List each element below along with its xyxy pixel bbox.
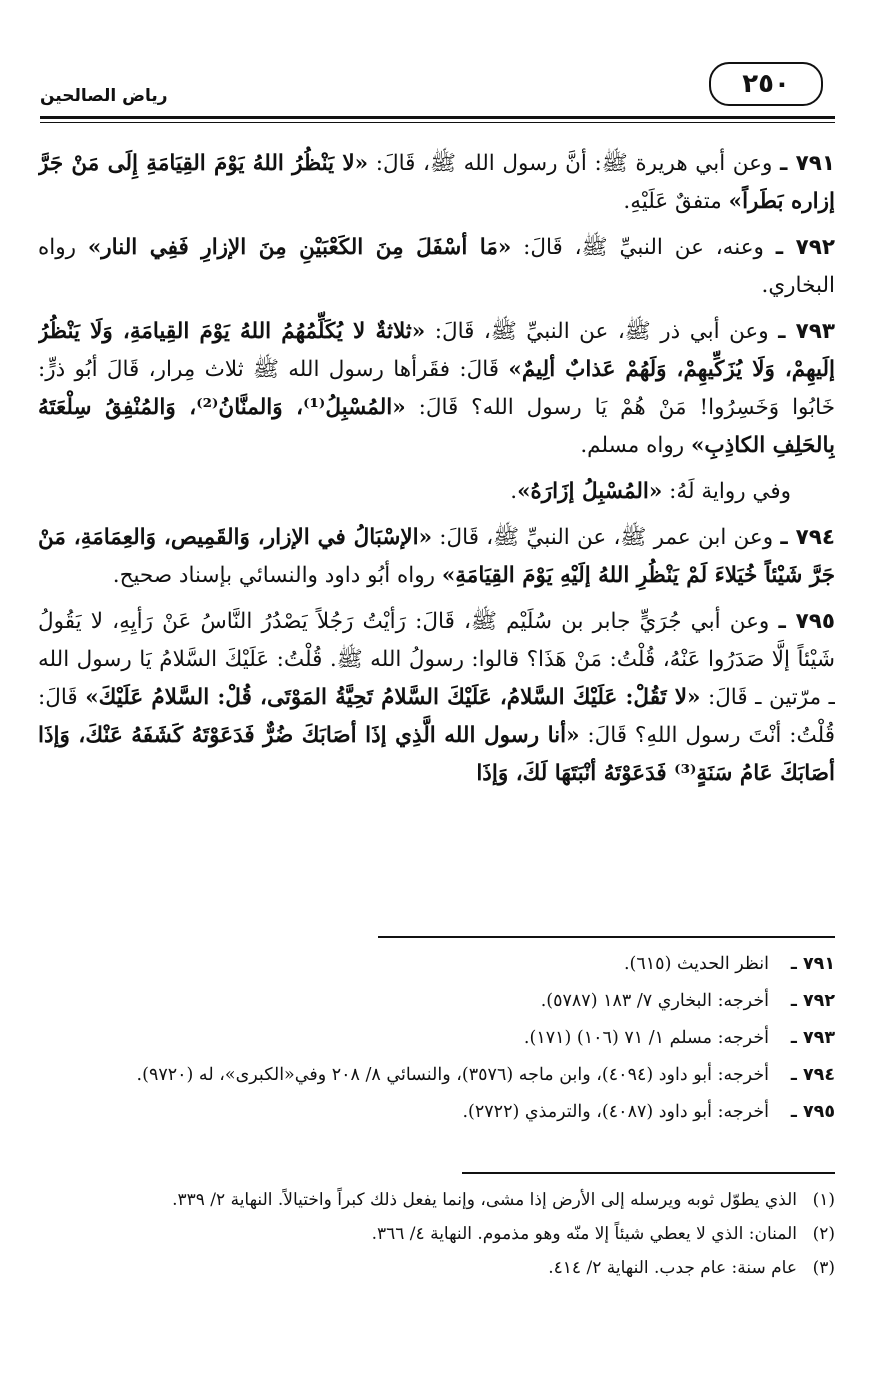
reference-item (38, 1059, 835, 1092)
hadith-text: رواه البخاري. (38, 235, 835, 298)
hadith-quote: «المُسْبِلُ⁽¹⁾، وَالمنَّانُ⁽²⁾، وَالمُنْفِقُ سِلْعَتَهُ بِالحَلِفِ الكاذِبِ» (38, 395, 835, 458)
reference-text: أخرجه: أبو داود (٤٠٩٤)، وابن ماجه (٣٥٧٦)، والنسائي ٨/ ٢٠٨ وفي«الكبرى»، له (٩٧٢٠). (136, 1065, 769, 1085)
reference-item (38, 1096, 835, 1129)
hadith-number: ٧٩٣ ـ (778, 319, 835, 344)
hadith-text-body (38, 145, 835, 920)
page-header (40, 62, 835, 124)
references-list (38, 948, 835, 1133)
footnotes-list (38, 1184, 835, 1286)
hadith-text: قَالَ: قُلْتُ: أنْتَ رسول اللهِ؟ قَالَ: (38, 685, 835, 748)
footnote-number: (١) (812, 1190, 835, 1210)
hadith-text: وفي رواية لَهُ: (662, 479, 791, 504)
hadith-number: ٧٩١ ـ (780, 151, 835, 176)
reference-item (38, 985, 835, 1018)
reference-number: ٧٩٤ ـ (790, 1065, 835, 1085)
reference-number: ٧٩٣ ـ (790, 1028, 835, 1048)
hadith-793 (38, 313, 835, 465)
hadith-quote: «لا يَنْظُرُ اللهُ يَوْمَ القِيَامَةِ إِلَى مَنْ جَرَّ إزاره بَطَراً» (38, 151, 835, 214)
hadith-text: رواه أبُو داود والنسائي بإسناد صحيح. (112, 563, 442, 588)
hadith-number: ٧٩٤ ـ (780, 525, 835, 550)
reference-number: ٧٩٥ ـ (790, 1102, 835, 1122)
hadith-quote: «المُسْبِلُ إزَارَهُ» (517, 479, 663, 504)
hadith-quote: «لا تَقُلْ: عَلَيْكَ السَّلامُ، عَلَيْكَ السَّلامُ تَحِيَّةُ المَوْتَى، قُلْ: السَّلامُ عَلَيْكَ» (85, 685, 701, 710)
footnote-text: الذي يطوّل ثوبه ويرسله إلى الأرض إذا مشى، وإنما يفعل ذلك كبراً واختيالاً. النهاية ٢/ ٣٣٩. (172, 1190, 797, 1210)
notes-separator (462, 1172, 835, 1174)
hadith-number: ٧٩٥ ـ (778, 609, 835, 634)
footnote-item (38, 1218, 835, 1250)
hadith-text: وعنه، عن النبيِّ ﷺ، قَالَ: (511, 235, 764, 260)
page-number: ٢٥٠ (709, 62, 823, 106)
reference-text: أخرجه: أبو داود (٤٠٨٧)، والترمذي (٢٧٢٢). (462, 1102, 769, 1122)
hadith-quote: «ثلاثةٌ لا يُكَلِّمُهُمُ اللهُ يَوْمَ القِيامَةِ، وَلَا يَنْظُرُ إلَيهِمْ، وَلَا يُزَكِّيهِمْ، وَلَهُمْ عَذابٌ ألِيمٌ» (38, 319, 835, 382)
hadith-text: وعن ابن عمر ﷺ، عن النبيِّ ﷺ، قَالَ: (432, 525, 774, 550)
references-separator (378, 936, 835, 938)
reference-number: ٧٩١ ـ (790, 954, 835, 974)
hadith-792 (38, 229, 835, 305)
footnote-number: (٢) (812, 1224, 835, 1244)
hadith-text: رواه مسلم. (580, 433, 691, 458)
hadith-text: قَالَ: فقَرأها رسول الله ﷺ ثلاث مِرار، قَالَ أبُو ذرٍّ: خَابُوا وَخَسِرُوا! مَنْ هُمْ يَا رسول الله؟ قَالَ: (38, 357, 835, 420)
hadith-quote: «مَا أسْفَلَ مِنَ الكَعْبَيْنِ مِنَ الإزارِ فَفِي النار» (87, 235, 512, 260)
header-rule (40, 116, 835, 119)
footnote-item (38, 1252, 835, 1284)
hadith-text: وعن أبي هريرة ﷺ: أنَّ رسول الله ﷺ، قَالَ: (368, 151, 773, 176)
footnote-number: (٣) (812, 1258, 835, 1278)
hadith-793-variant (38, 473, 835, 511)
book-title: رياض الصالحين (40, 86, 168, 106)
footnote-text: المنان: الذي لا يعطي شيئاً إلا منّه وهو مذموم. النهاية ٤/ ٣٦٦. (371, 1224, 797, 1244)
reference-text: أخرجه: البخاري ٧/ ١٨٣ (٥٧٨٧). (540, 991, 769, 1011)
footnote-text: عام سنة: عام جدب. النهاية ٢/ ٤١٤. (548, 1258, 797, 1278)
reference-text: أخرجه: مسلم ١/ ٧١ (١٠٦) (١٧١). (523, 1028, 769, 1048)
hadith-text: وعن أبي جُرَيٍّ جابر بن سُلَيْم ﷺ، قَالَ: رَأيْتُ رَجُلاً يَصْدُرُ النَّاسُ عَنْ رَأيِهِ، لا يَقُولُ شَيْئاً إلَّا صَدَرُوا عَنْهُ، قُلْتُ: مَنْ هَذَا؟ قالوا: رسولُ الله ﷺ. قُلْتُ: عَلَيْكَ السَّلامُ يَا رسول الله ـ مرّتين ـ قَالَ: (38, 609, 835, 710)
hadith-text: وعن أبي ذر ﷺ، عن النبيِّ ﷺ، قَالَ: (425, 319, 769, 344)
header-rule-thin (40, 122, 835, 123)
hadith-794 (38, 519, 835, 595)
hadith-number: ٧٩٢ ـ (775, 235, 835, 260)
reference-number: ٧٩٢ ـ (790, 991, 835, 1011)
hadith-quote: «أنا رسول الله الَّذِي إذَا أصَابَكَ ضُرٌّ فَدَعَوْتَهُ كَشَفَهُ عَنْكَ، وَإذَا أصَابَكَ عَامُ سَنَةٍ⁽³⁾ فَدَعَوْتَهُ أنْبَتَهَا لَكَ، وَإذَا (38, 723, 835, 786)
reference-item (38, 1022, 835, 1055)
footnote-item (38, 1184, 835, 1216)
hadith-795 (38, 603, 835, 793)
reference-text: انظر الحديث (٦١٥). (623, 954, 769, 974)
hadith-text: . (510, 479, 518, 504)
hadith-quote: «الإسْبَالُ في الإزار، وَالقَمِيص، وَالعِمَامَةِ، مَنْ جَرَّ شَيْئاً خُيَلاءَ لَمْ يَنْظُرِ اللهُ إلَيْهِ يَوْمَ القِيَامَةِ» (38, 525, 835, 588)
hadith-text: متفقٌ عَلَيْهِ. (623, 189, 729, 214)
hadith-791 (38, 145, 835, 221)
reference-item (38, 948, 835, 981)
